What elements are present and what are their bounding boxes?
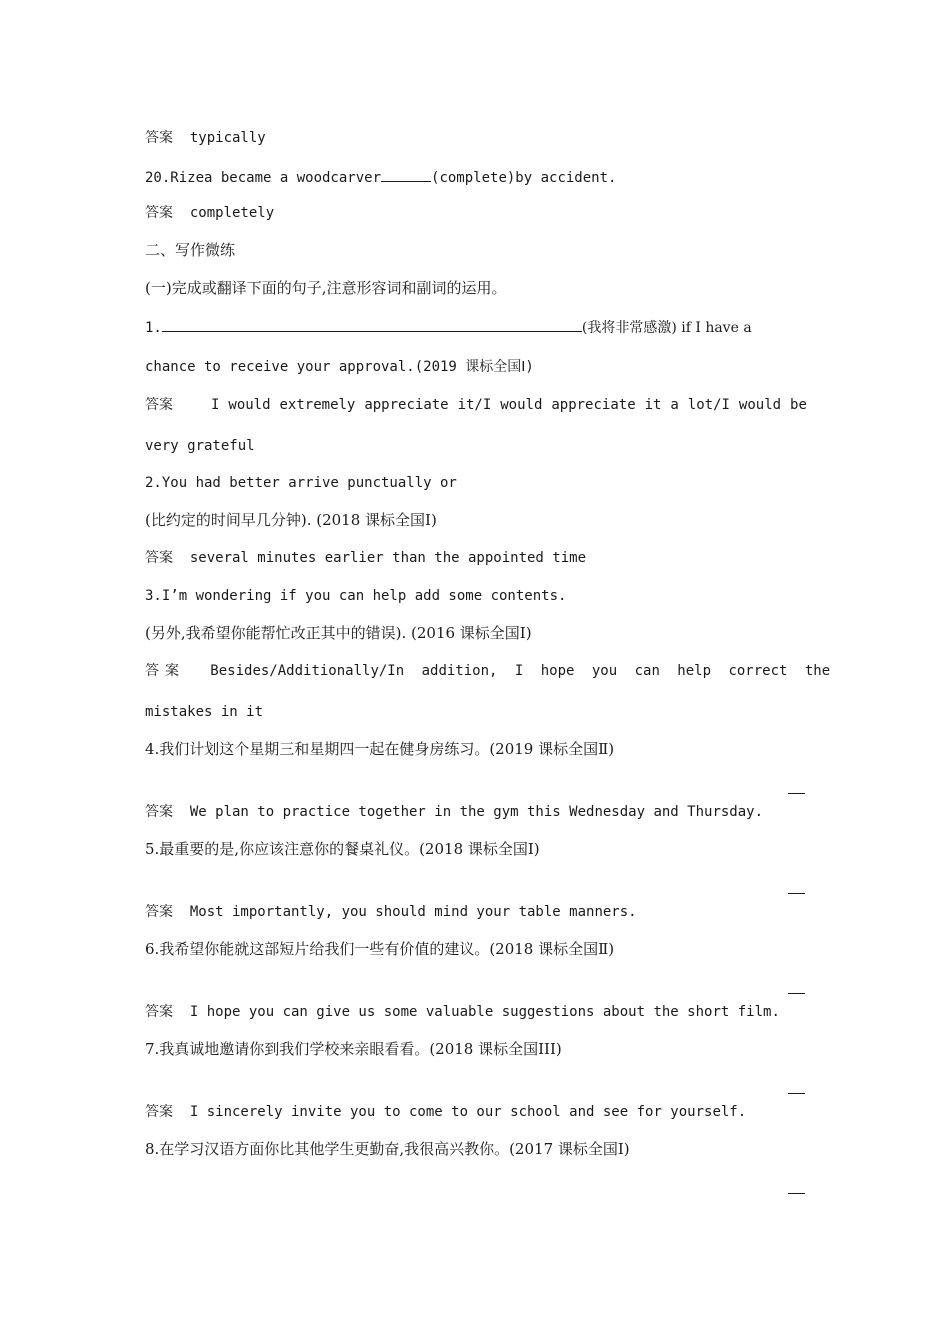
answer-text: completely [189,205,275,221]
answer-label: 答案 [145,804,173,820]
question-20 [145,166,616,188]
answer-word: appreciate [551,397,636,413]
writing-8-question: 8.在学习汉语方面你比其他学生更勤奋,我很高兴教你。(2017 课标全国Ⅰ) [145,1140,630,1158]
writing-7-question: 7.我真诚地邀请你到我们学校来亲眼看看。(2018 课标全国III) [145,1040,562,1058]
writing-3-line-1: 3.I’m wondering if you can help add some contents. [145,588,567,604]
answer-label: 答案 [145,205,173,221]
writing-1-line-2: chance to receive your approval.(2019 课标全国Ⅰ) [145,359,534,375]
writing-1-answer-cont: very grateful [145,438,255,454]
answer-text: Besides/Additionally/In addition, I hope you can help correct the [210,663,831,679]
answer-label: 答案 [145,130,173,146]
answer-word: appreciate [364,397,449,413]
writing-1-answer [145,395,807,415]
answer-word: a [670,397,679,413]
answer-label: 答案 [145,1004,173,1020]
answer-word: I [211,397,220,413]
answer-text: I hope you can give us some valuable suggestions about the short film. [189,1004,780,1020]
answer-line-dash [788,1093,805,1094]
answer-text: I sincerely invite you to come to our school and see for yourself. [189,1104,747,1120]
writing-4-answer [145,802,763,822]
writing-5-answer [145,902,637,922]
answer-word: lot/I [687,397,730,413]
writing-6-answer [145,1002,780,1022]
answer-line-dash [788,1193,805,1194]
answer-text: typically [189,130,266,146]
answer-text [211,395,807,415]
fill-blank [381,166,431,182]
writing-7-answer [145,1102,746,1122]
writing-3-answer-cont: mistakes in it [145,704,264,720]
item-number: 1. [145,320,162,336]
question-text: (complete)by accident. [431,170,617,186]
question-text: (我将非常感激) if I have a [581,320,752,336]
answer-label: 答案 [145,550,173,566]
question-text: 20.Rizea became a woodcarver [145,170,382,186]
answer-word: would [228,397,271,413]
answer-label: 答案 [145,663,185,679]
answer-word: would [500,397,543,413]
writing-3-answer [145,661,831,681]
writing-1-line-1 [145,316,752,338]
writing-4-question: 4.我们计划这个星期三和星期四一起在健身房练习。(2019 课标全国Ⅱ) [145,740,615,758]
answer-word: it/I [457,397,492,413]
answer-word: be [790,397,807,413]
writing-6-question: 6.我希望你能就这部短片给我们一些有价值的建议。(2018 课标全国Ⅱ) [145,940,615,958]
answer-label: 答案 [145,904,173,920]
writing-2-line-1: 2.You had better arrive punctually or [145,475,457,491]
answer-label: 答案 [145,1104,173,1120]
fill-blank [162,316,582,332]
answer-line-20 [145,203,274,223]
answer-line-dash [788,893,805,894]
answer-text: several minutes earlier than the appointed time [189,550,587,566]
answer-label: 答案 [145,397,173,413]
answer-text: Most importantly, you should mind your table manners. [189,904,637,920]
writing-2-answer [145,548,586,568]
writing-5-question: 5.最重要的是,你应该注意你的餐桌礼仪。(2018 课标全国Ⅰ) [145,840,540,858]
answer-line-dash [788,993,805,994]
writing-3-line-2: (另外,我希望你能帮忙改正其中的错误). (2016 课标全国Ⅰ) [145,624,532,642]
answer-line-dash [788,793,805,794]
answer-line-19 [145,128,266,148]
writing-2-line-2: (比约定的时间早几分钟). (2018 课标全国Ⅰ) [145,511,437,529]
answer-word: it [644,397,662,413]
answer-text: We plan to practice together in the gym this Wednesday and Thursday. [189,804,764,820]
subsection-heading: (一)完成或翻译下面的句子,注意形容词和副词的运用。 [145,279,507,297]
answer-word: extremely [279,397,356,413]
section-heading: 二、写作微练 [145,241,236,259]
answer-word: would [738,397,782,413]
